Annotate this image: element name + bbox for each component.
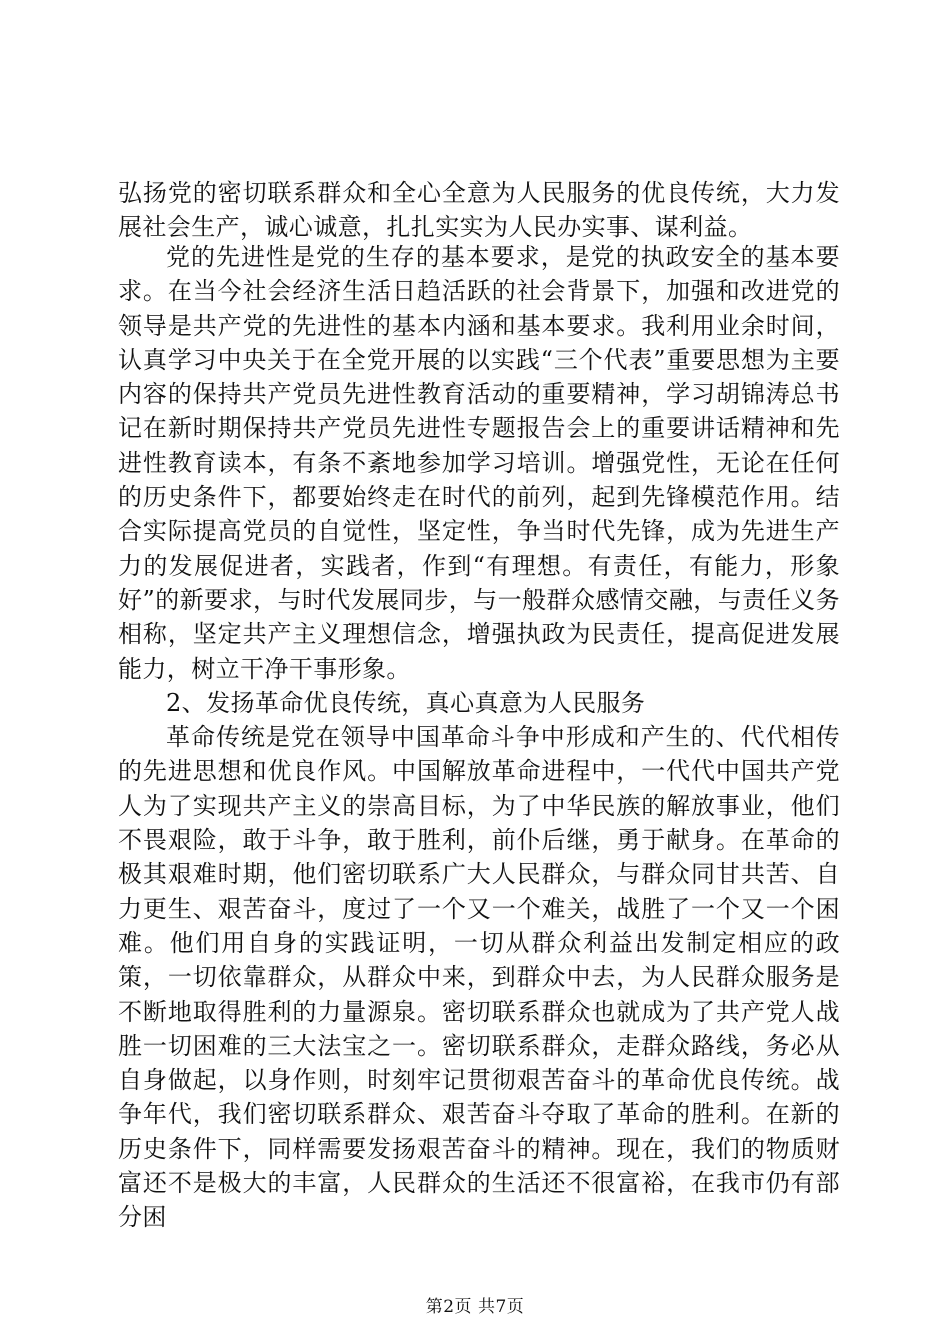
page-indicator: 第2页 共7页 xyxy=(425,1297,525,1317)
document-body-main xyxy=(118,240,840,1235)
document-body-top xyxy=(118,176,840,245)
page-footer xyxy=(0,1292,950,1317)
paragraph-revolutionary-tradition: 革命传统是党在领导中国革命斗争中形成和产生的、代代相传的先进思想和优良作风。中国解放革命进程中，一代代中国共产党人为了实现共产主义的崇高目标，为了中华民族的解放事业，他们不畏艰险，敢于斗争，敢于胜利，前仆后继，勇于献身。在革命的极其艰难时期，他们密切联系广大人民群众，与群众同甘共苦、自力更生、艰苦奋斗，度过了一个又一个难关，战胜了一个又一个困难。他们用自身的实践证明，一切从群众利益出发制定相应的政策，一切依靠群众，从群众中来，到群众中去，为人民群众服务是不断地取得胜利的力量源泉。密切联系群众也就成为了共产党人战胜一切困难的三大法宝之一。密切联系群众，走群众路线，务必从自身做起，以身作则，时刻牢记贯彻艰苦奋斗的革命优良传统。战争年代，我们密切联系群众、艰苦奋斗夺取了革命的胜利。在新的历史条件下，同样需要发扬艰苦奋斗的精神。现在，我们的物质财富还不是极大的丰富，人民群众的生活还不很富裕，在我市仍有部分困 xyxy=(118,723,840,1232)
paragraph-continued: 弘扬党的密切联系群众和全心全意为人民服务的优良传统，大力发展社会生产，诚心诚意，扎扎实实为人民办实事、谋利益。 xyxy=(118,179,840,242)
paragraph-advanced-nature: 党的先进性是党的生存的基本要求，是党的执政安全的基本要求。在当今社会经济生活日趋活跃的社会背景下，加强和改进党的领导是共产党的先进性的基本内涵和基本要求。我利用业余时间，认真学习中央关于在全党开展的以实践“三个代表”重要思想为主要内容的保持共产党员先进性教育活动的重要精神，学习胡锦涛总书记在新时期保持共产党员先进性专题报告会上的重要讲话精神和先进性教育读本，有条不紊地参加学习培训。增强党性，无论在任何的历史条件下，都要始终走在时代的前列，起到先锋模范作用。结合实际提高党员的自觉性，坚定性，争当时代先锋，成为先进生产力的发展促进者，实践者，作到“有理想。有责任，有能力，形象好”的新要求，与时代发展同步，与一般群众感情交融，与责任义务相称，坚定共产主义理想信念，增强执政为民责任，提高促进发展能力，树立干净干事形象。 xyxy=(118,243,840,683)
section-heading: 2、发扬革命优良传统，真心真意为人民服务 xyxy=(166,688,646,717)
